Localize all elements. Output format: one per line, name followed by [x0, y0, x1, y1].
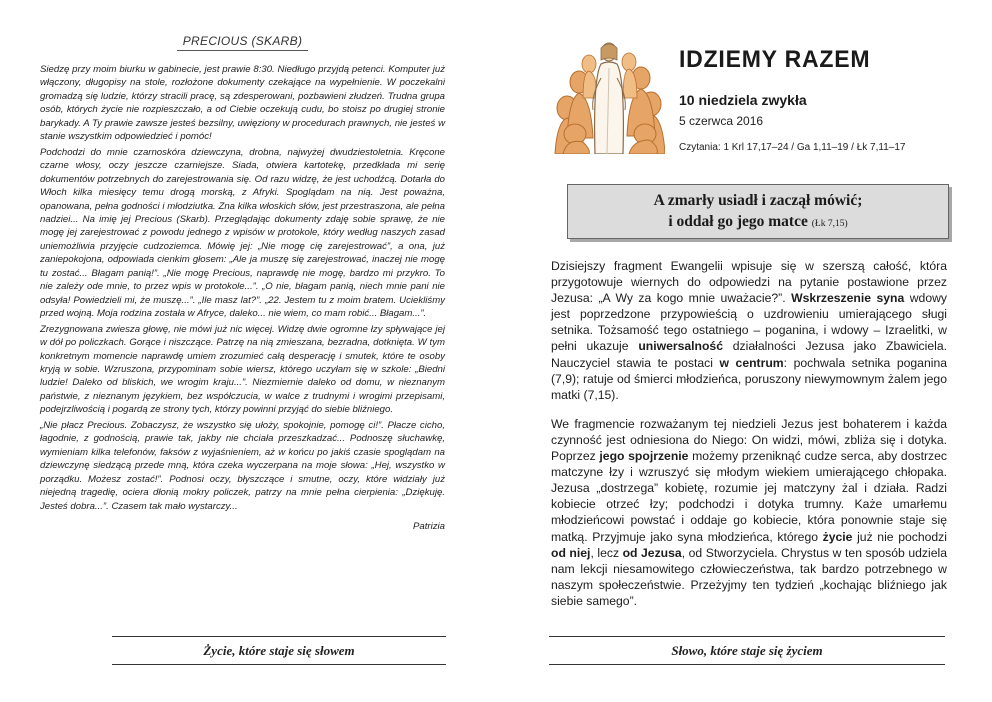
footer-rule-bottom [112, 664, 446, 665]
story-paragraph-4: „Nie płacz Precious. Zobaczysz, że wszystko się ułoży, spokojnie, pomogę ci!”. Płacze cicho, łagodnie, z godnością, prawie tak, jakby nie chciała przeszkadzać... Podnoszę słuchawkę, wymieniam kilka telefonów, faksów z wyjaśnieniem, aż w końcu po jakiś czasie spoglądam na dziewczynę siedzącą przede mną, która czeka wyczerpana na moje słowa: „Hej, wszystko w porządku. Możesz zostać!”. Podnosi oczy, błyszczące i smutne, oczy, które widziały już niejedną tragedię, ociera dłonią mokry policzek, patrzy na mnie pełna cierpienia: „Dziękuję. Jesteś dobra...”. Czasem tak mało wystarczy... [40, 419, 445, 512]
quote-reference: (Łk 7,15) [811, 219, 848, 229]
right-footer [549, 636, 945, 665]
commentary-text [551, 258, 947, 622]
story-title: PRECIOUS (SKARB) [40, 34, 445, 51]
readings-line: Czytania: 1 Krl 17,17–24 / Ga 1,11–19 / Łk 7,11–17 [679, 142, 906, 153]
left-footer-text: Życie, które staje się słowem [203, 643, 355, 658]
left-footer [112, 636, 446, 665]
jesus-crowd-illustration [553, 38, 665, 154]
story-paragraph-3: Zrezygnowana zwiesza głowę, nie mówi już nic więcej. Widzę dwie ogromne łzy spływające jej w dół po policzkach. Gorące i niszczące. Patrzę na nią zmieszana, bezradna, dotknięta. W tym konkretnym momencie naprawdę umiem zrozumieć całą desperację i smutek, które te osoby kryją w sobie. Wzruszona, przypominam sobie wiersz, którego uczyłam się w szkole: „Biedni ludzie! Daleko od bliskich, we wrogim kraju...”. Niezmiernie daleko od domu, w nieznanym państwie, z nieznanym językiem, bez współczucia, w walce z trudnymi i wrogimi przepisami, podejrzliwością i pogardą ze strony tych, którzy powinni przyjąć do siebie bliźniego. [40, 323, 445, 416]
quote-line-2: i oddał go jego matce (Łk 7,15) [668, 213, 848, 230]
story-text [40, 63, 445, 513]
issue-date: 5 czerwca 2016 [679, 114, 764, 128]
footer-rule-bottom [549, 664, 945, 665]
commentary-paragraph-2: We fragmencie rozważanym tej niedzieli Jezus jest bohaterem i każda czynność jest odniesiona do Niego: On widzi, mówi, zbliża się i dotyka. Poprzez jego spojrzenie możemy przeniknąć cudze serca, aby dostrzec matczyne łzy i wzruszyć się młodym wiekiem umierającego chłopaka. Jezusa „dostrzega” kobietę, rozumie jej matczyny żal i działa. Radzi kobiecie otrzeć łzy; podchodzi i dotyka trumny. Każe umarłemu młodzieńcowi powstać i oddaje go kobiecie, która ponownie staje się matką. Przyjmuje jako syna młodzieńca, którego życie już nie pochodzi od niej, lecz od Jezusa, od Stworzyciela. Chrystus w ten sposób udziela nam lekcji niesamowitego człowieczeństwa, tak bardzo potrzebnego w naszym społeczeństwie. Przeżyjmy ten tydzień „kochając bliźniego jak siebie samego”. [551, 416, 947, 608]
story-author: Patrizia [413, 520, 445, 532]
story-paragraph-2: Podchodzi do mnie czarnoskóra dziewczyna, drobna, najwyżej dwudziestoletnia. Kręcone czarne włosy, oczy jeszcze czarniejsze. Siada, otwiera kartotekę, przedkłada mi serię dokumentów potrzebnych do zarejestrowania się. Od razu widzę, że jest uchodźcą. Dotarła do Włoch kilka miesięcy temu drogą morską, z Afryki. Spoglądam na nią. Jest poważna, opanowana, pełna godności i młodziutka. Zna kilka włoskich słów, jest przestraszona, ale pełna nadziei... Na imię jej Precious (Skarb). Przeglądając dokumenty zdaję sobie sprawę, że nie mogę jej zarejestrować z powodu jednego z wpisów w protokole, który według naszych zasad uniemożliwia przyjęcie cudzoziemca. Mówię jej: „Nie mogę cię zarejestrować”, a ona, już zaniepokojona, odpowiada cienkim głosem: „Ale ja muszę się zarejestrować, inaczej nie mogę tu zostać... Błagam panią!”. „Nie mogę Precious, naprawdę nie mogę, bardzo mi przykro. To nie zależy ode mnie, to przez wpis w protokole...”. „O nie, błagam panią, niech mnie pani nie odsyła! Powiedzieli mi, że muszę...”. „Ile masz lat?”. „22. Jestem tu z moim bratem. Uciekliśmy przed wojną. Moja rodzina została w Afryce, daleko... nie wiem, co mam robić... Błagam...”. [40, 146, 445, 320]
commentary-paragraph-1: Dzisiejszy fragment Ewangelii wpisuje się w szerszą całość, która przygotowuje wiernych do odpowiedzi na pytanie postawione przez Jezusa: „A Wy za kogo mnie uważacie?”. Wskrzeszenie syna wdowy jest poprzedzone przypowieścią o uzdrowieniu umierającego sługi setnika. Tożsamość tego ostatniego – poganina, i wdowy – Izraelitki, w pełni ukazuje uniwersalność działalności Jezusa jako Zbawiciela. Nauczyciel stawia te postaci w centrum: pochwala setnika poganina (7,9); ratuje od śmierci młodzieńca, poruszony niewymownym żalem jego matki (7,15). [551, 259, 948, 402]
left-page [40, 34, 445, 532]
gospel-quote-box [567, 184, 949, 239]
quote-line-1: A zmarły usiadł i zaczął mówić; [653, 192, 863, 209]
liturgical-sunday: 10 niedziela zwykła [679, 92, 807, 108]
story-paragraph-1: Siedzę przy moim biurku w gabinecie, jest prawie 8:30. Niedługo przyjdą petenci. Komputer już włączony, długopisy na stole, rozłożone dokumenty czekające na wypełnienie. W poczekalni gromadzą się ludzie, którzy stracili pracę, są zdesperowani, pozbawieni złudzeń. Trudna grupa osób, których życie nie rozpieszczało, a od Ciebie oczekują cudu, bo stoisz po drugiej stronie barykady. A Ty prawie zawsze jesteś bezsilny, uwięziony w procedurach prawnych, nie jesteś w stanie wszystkim odpowiedzieć i pomóc! [40, 64, 445, 143]
magazine-title: IDZIEMY RAZEM [679, 46, 871, 73]
right-footer-text: Słowo, które staje się życiem [671, 643, 823, 658]
